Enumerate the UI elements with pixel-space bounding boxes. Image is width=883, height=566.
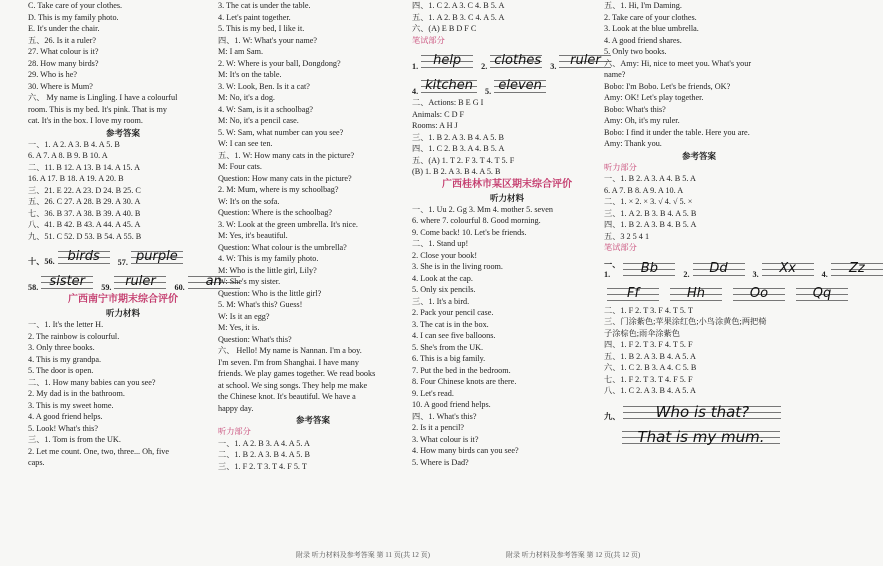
handwriting-row <box>604 423 794 447</box>
handwritten-answer: Ff <box>607 284 659 304</box>
text-line: W: It's on the sofa. <box>218 196 280 206</box>
text-line: 三、1. It's a bird. <box>412 296 470 306</box>
text-line: 9. Come back! 10. Let's be friends. <box>412 227 527 237</box>
text-line: 五、26. C 27. A 28. B 29. A 30. A <box>28 197 141 206</box>
text-line: 4. This is my grandpa. <box>28 354 102 364</box>
answer-title: 参考答案 <box>105 127 140 138</box>
text-line: C. Take care of your clothes. <box>28 1 123 10</box>
text-line: friends. We play games together. We read books <box>218 369 376 378</box>
text-line: 5. W: Sam, what number can you see? <box>218 127 344 137</box>
handwritten-answer: clothes <box>490 51 542 71</box>
text-line: 6. where 7. colourful 8. Good morning. <box>412 216 541 225</box>
text-line: 一、1. A 2. B 3. A 4. A 5. A <box>218 438 310 448</box>
text-line: 28. How many birds? <box>28 58 99 68</box>
text-line: 五、1. A 2. B 3. C 4. A 5. A <box>412 12 505 22</box>
text-line: 4. Look at the cap. <box>412 273 473 283</box>
text-line: Rooms: A H J <box>412 121 458 130</box>
handwritten-answer: Hh <box>670 284 722 304</box>
text-line: W: Is it an egg? <box>218 311 270 321</box>
text-line: happy day. <box>218 403 254 413</box>
handwritten-answer: That is my mum. <box>622 427 780 447</box>
text-line: 七、1. F 2. T 3. T 4. F 5. F <box>604 374 693 384</box>
text-line: 9. Let's read. <box>412 388 454 398</box>
text-line: 2. Close your book! <box>412 250 478 260</box>
text-line: 3. W: Look, Ben. Is it a cat? <box>218 81 310 91</box>
text-line: 四、1. F 2. T 3. F 4. T 5. F <box>604 340 693 349</box>
text-line: 6. This is a big family. <box>412 354 486 363</box>
text-line: Amy: Thank you. <box>604 139 662 148</box>
text-line: M: Four cats. <box>218 162 262 171</box>
item-number: 九、 <box>604 411 621 421</box>
handwriting-row <box>604 255 865 279</box>
item-number: 57. <box>117 258 128 267</box>
handwritten-answer: Zz <box>831 259 883 279</box>
handwritten-answer: help <box>421 51 473 71</box>
text-line: 三、门涂紫色;苹果涂红色;小鸟涂黄色;两把椅 <box>604 317 767 326</box>
text-line: D. This is my family photo. <box>28 12 119 22</box>
text-line: 二、11. B 12. A 13. B 14. A 15. A <box>28 162 141 172</box>
item-number: 1. <box>412 62 419 71</box>
text-line: Amy: OK! Let's play together. <box>604 93 704 102</box>
text-line: 5. Where is Dad? <box>412 457 469 467</box>
handwritten-answer: purple <box>131 247 183 267</box>
text-line: 3. Look at the blue umbrella. <box>604 24 699 33</box>
text-line: 2. M: Mum, where is my schoolbag? <box>218 185 339 194</box>
handwritten-answer: Qq <box>796 284 848 304</box>
text-line: M: It's on the table. <box>218 70 282 79</box>
item-number: 2. <box>683 269 690 279</box>
text-line: M: I am Sam. <box>218 47 264 56</box>
text-line: 二、1. B 2. A 3. B 4. A 5. B <box>218 450 310 459</box>
subsection-title: 听力材料 <box>105 308 140 318</box>
item-number: 58. <box>28 283 39 292</box>
text-line: caps. <box>28 458 45 467</box>
text-line: 二、1. × 2. × 3. √ 4. √ 5. × <box>604 197 693 206</box>
text-line: 四、1. W: What's your name? <box>218 35 318 45</box>
text-line: 四、1. B 2. A 3. B 4. B 5. A <box>604 220 697 229</box>
text-line: 二、1. Stand up! <box>412 239 469 248</box>
text-line: 三、1. F 2. T 3. T 4. F 5. T <box>218 461 307 471</box>
text-line: 10. A good friend helps. <box>412 400 491 409</box>
text-line: Question: Who is the little girl? <box>218 288 322 298</box>
handwritten-answer: eleven <box>494 76 546 96</box>
text-line: 五、1. Hi, I'm Daming. <box>604 1 682 10</box>
text-line: 5. Look! What's this? <box>28 423 98 433</box>
text-line: 四、1. C 2. B 3. A 4. B 5. A <box>412 144 505 153</box>
text-line: 六、1. C 2. B 3. A 4. C 5. B <box>604 363 697 372</box>
text-line: 一、1. Uu 2. Gg 3. Mm 4. mother 5. seven <box>412 204 553 214</box>
text-line: Amy: Oh, it's my ruler. <box>604 116 680 125</box>
text-line: Question: What's this? <box>218 334 292 344</box>
text-line: 16. A 17. B 18. A 19. A 20. B <box>28 174 124 183</box>
column-4 <box>604 0 865 448</box>
item-number: 4. <box>412 87 419 96</box>
column-3 <box>412 0 602 468</box>
text-line: Question: How many cats in the picture? <box>218 173 352 183</box>
text-line: Animals: C D F <box>412 109 465 119</box>
handwriting-row <box>28 243 218 267</box>
text-line: 3. She is in the living room. <box>412 262 503 271</box>
handwritten-answer: kitchen <box>421 76 477 96</box>
handwriting-row <box>28 268 222 292</box>
handwriting-row <box>412 47 602 71</box>
text-line: 5. She's from the UK. <box>412 342 484 352</box>
footer-right: 附录 听力材料及参考答案 第 12 页(共 12 页) <box>506 551 641 559</box>
item-number: 3. <box>752 269 759 279</box>
text-line: 六、 Hello! My name is Nannan. I'm a boy. <box>218 346 362 355</box>
answer-title: 参考答案 <box>681 150 716 161</box>
item-number: 一、1. <box>604 259 621 279</box>
subsection-title: 听力材料 <box>489 192 524 203</box>
text-line: 五、1. W: How many cats in the picture? <box>218 150 355 160</box>
text-line: 3. The cat is in the box. <box>412 319 489 329</box>
text-line: 三、1. B 2. A 3. B 4. A 5. B <box>412 132 504 142</box>
text-line: W: She's my sister. <box>218 277 281 286</box>
text-line: cat. It's in the box. I love my room. <box>28 116 143 125</box>
text-line: 29. Who is he? <box>28 70 77 79</box>
text-line: Question: What colour is the umbrella? <box>218 242 347 252</box>
text-line: 5. The door is open. <box>28 366 94 375</box>
text-line: 3. W: Look at the green umbrella. It's nice. <box>218 219 358 229</box>
text-line: 3. Only three books. <box>28 343 95 352</box>
text-line: 三、21. E 22. A 23. D 24. B 25. C <box>28 185 141 195</box>
handwritten-answer: ruler <box>114 272 166 292</box>
text-line: M: No, it's a pencil case. <box>218 116 299 125</box>
item-number: 2. <box>481 62 488 71</box>
text-line: 4. W: Sam, is it a schoolbag? <box>218 104 314 114</box>
section-title: 广西南宁市期末综合评价 <box>68 294 178 305</box>
text-line: 五、1. B 2. A 3. B 4. A 5. A <box>604 351 696 361</box>
text-line: 2. W: Where is your ball, Dongdong? <box>218 58 341 68</box>
text-line: 2. Take care of your clothes. <box>604 12 697 22</box>
text-line: 九、51. C 52. D 53. B 54. A 55. B <box>28 231 142 241</box>
text-line: 三、1. A 2. B 3. B 4. A 5. B <box>604 208 697 218</box>
item-number: 60. <box>174 283 185 292</box>
subsection-title: 听力部分 <box>218 427 251 436</box>
text-line: 2. My dad is in the bathroom. <box>28 389 125 398</box>
text-line: 6. A 7. A 8. B 9. B 10. A <box>28 151 108 160</box>
text-line: 4. How many birds can you see? <box>412 446 519 455</box>
text-line: M: Who is the little girl, Lily? <box>218 265 317 275</box>
text-line: 五、(A) 1. T 2. F 3. T 4. T 5. F <box>412 155 515 165</box>
text-line: 2. Pack your pencil case. <box>412 308 494 317</box>
text-line: 3. This is my sweet home. <box>28 400 114 410</box>
item-number: 4. <box>821 269 828 279</box>
text-line: 4. A good friend shares. <box>604 35 682 45</box>
handwritten-answer: Who is that? <box>623 402 781 422</box>
text-line: M: No, it's a dog. <box>218 93 275 102</box>
handwritten-answer: Xx <box>762 259 814 279</box>
text-line: 四、1. What's this? <box>412 411 477 421</box>
subsection-title: 听力部分 <box>604 162 637 172</box>
column-1 <box>28 0 222 469</box>
text-line: 4. Let's paint together. <box>218 12 291 22</box>
answer-title: 参考答案 <box>295 415 330 425</box>
handwritten-answer: Dd <box>693 259 745 279</box>
text-line: 5. M: What's this? Guess! <box>218 300 303 309</box>
item-number: 十、56. <box>28 257 55 266</box>
section-title: 广西桂林市某区期末综合评价 <box>442 178 572 190</box>
text-line: the Chinese knot. It's beautiful. We have a <box>218 392 356 401</box>
handwritten-answer: Oo <box>733 284 785 304</box>
text-line: 4. W: This is my family photo. <box>218 254 319 263</box>
text-line: 六、 My name is Lingling. I have a colourful <box>28 93 178 102</box>
text-line: 27. What colour is it? <box>28 47 99 56</box>
text-line: 3. The cat is under the table. <box>218 1 311 10</box>
text-line: 2. Is it a pencil? <box>412 423 465 432</box>
text-line: room. This is my bed. It's pink. That is my <box>28 104 167 114</box>
subsection-title: 笔试部分 <box>412 35 445 45</box>
text-line: 4. I can see five balloons. <box>412 331 496 340</box>
text-line: 4. A good friend helps. <box>28 412 103 421</box>
text-line: 8. Four Chinese knots are there. <box>412 377 517 386</box>
text-line: 五、26. Is it a ruler? <box>28 35 96 45</box>
text-line: 2. Let me count. One, two, three... Oh, five <box>28 446 169 456</box>
text-line: 四、1. C 2. A 3. C 4. B 5. A <box>412 1 505 10</box>
handwriting-row <box>412 72 602 96</box>
subsection-title: 笔试部分 <box>604 243 637 252</box>
text-line: 6. A 7. B 8. A 9. A 10. A <box>604 185 684 195</box>
text-line: M: Yes, it is. <box>218 323 260 332</box>
handwritten-answer: ruler <box>559 51 611 71</box>
handwritten-answer: birds <box>58 247 110 267</box>
text-line: Bobo: I'm Bobo. Let's be friends, OK? <box>604 81 731 91</box>
text-line: 二、1. How many babies can you see? <box>28 377 156 387</box>
text-line: 七、36. B 37. A 38. B 39. A 40. B <box>28 208 141 218</box>
text-line: M: Yes, it's beautiful. <box>218 231 288 240</box>
handwritten-answer: an <box>188 272 240 292</box>
handwritten-answer: Bb <box>623 259 675 279</box>
text-line: 30. Where is Mum? <box>28 81 93 91</box>
text-line: 六、Amy: Hi, nice to meet you. What's your <box>604 58 752 68</box>
text-line: 三、1. Tom is from the UK. <box>28 435 121 444</box>
text-line: 5. This is my bed, I like it. <box>218 24 305 33</box>
footer-left: 附录 听力材料及参考答案 第 11 页(共 12 页) <box>296 551 430 559</box>
text-line: 3. What colour is it? <box>412 434 479 444</box>
item-number: 3. <box>550 62 557 71</box>
item-number: 5. <box>485 87 492 96</box>
text-line: 二、Actions: B E G I <box>412 98 484 107</box>
handwriting-row <box>604 398 794 422</box>
text-line: Bobo: What's this? <box>604 104 666 114</box>
text-line: 2. The rainbow is colourful. <box>28 331 120 341</box>
text-line: 一、1. B 2. A 3. A 4. B 5. A <box>604 174 696 183</box>
handwritten-answer: sister <box>41 272 93 292</box>
text-line: E. It's under the chair. <box>28 24 100 33</box>
text-line: W: I can see ten. <box>218 139 273 148</box>
text-line: 子涂棕色;雨伞涂紫色 <box>604 328 680 338</box>
text-line: 八、1. C 2. A 3. B 4. A 5. A <box>604 386 696 395</box>
text-line: 六、(A) E B D F C <box>412 24 477 33</box>
text-line: 5. Only six pencils. <box>412 285 476 294</box>
text-line: 八、41. B 42. B 43. A 44. A 45. A <box>28 220 141 229</box>
text-line: at school. We sing songs. They help me make <box>218 380 368 390</box>
text-line: 一、1. It's the letter H. <box>28 320 104 329</box>
text-line: Bobo: I find it under the table. Here you are. <box>604 127 750 137</box>
text-line: Question: Where is the schoolbag? <box>218 208 332 217</box>
text-line: name? <box>604 70 626 79</box>
text-line: 二、1. F 2. T 3. F 4. T 5. T <box>604 305 693 315</box>
text-line: 一、1. A 2. A 3. B 4. A 5. B <box>28 139 120 149</box>
handwriting-row <box>604 280 832 304</box>
text-line: 五、3 2 5 4 1 <box>604 231 650 241</box>
text-line: 7. Put the bed in the bedroom. <box>412 365 511 375</box>
text-line: (B) 1. B 2. A 3. B 4. A 5. B <box>412 167 501 176</box>
text-line: 5. Only two books. <box>604 47 667 56</box>
item-number: 59. <box>101 283 112 292</box>
column-2 <box>218 0 408 472</box>
text-line: I'm seven. I'm from Shanghai. I have many <box>218 357 359 367</box>
